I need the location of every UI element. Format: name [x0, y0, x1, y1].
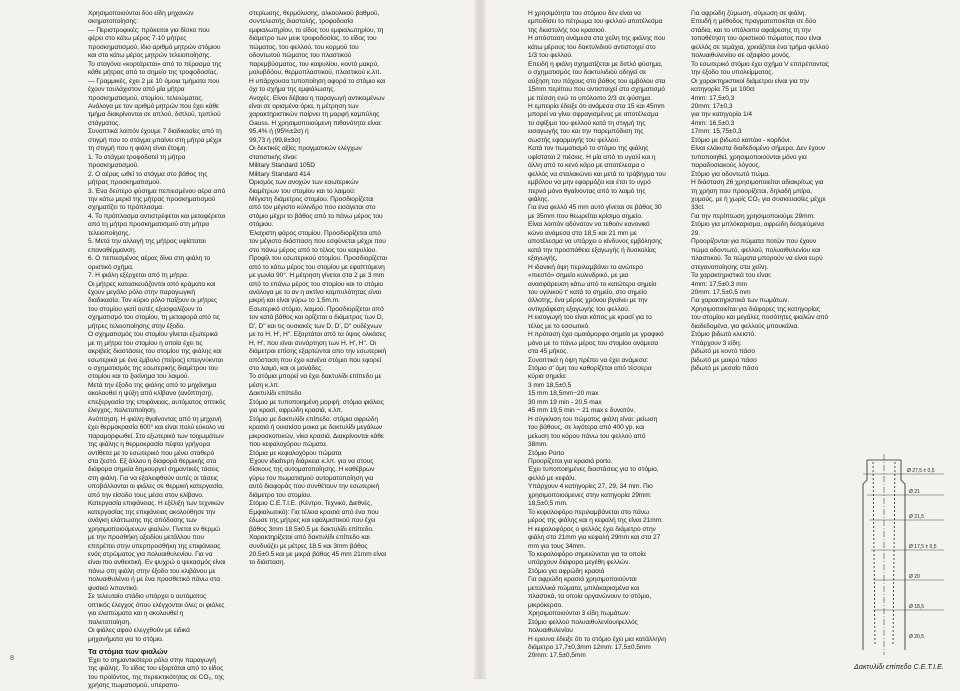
paragraph: Η ερευνα έδειξε ότι το στόμιο έχει μια κατάλληλη διάμετρο 17,7±0,3mm 12mm: 17,5±0,5mm 20mm: 17,5±0,5mm	[528, 635, 666, 660]
paragraph: Χρησιμοποιούνται 3 είδη πωμάτων:	[528, 610, 630, 618]
left-page	[0, 0, 477, 690]
paragraph: Μέγιστη διάμετρος στομίου. Προσδιορίζεται από τον μέγιστο κύλινδρο που εισάγεται στο στόμιο μέχρι το βάθος από το πάνω μέρος του στόμιου.	[249, 195, 383, 229]
paragraph: Το στόμια μπορεί να έχει δακτυλίδι επίπεδο με μέση κ.λπ.	[249, 373, 382, 389]
paragraph: Στόμιο για οδοντωτό πώμα.	[691, 170, 770, 178]
paragraph: Στόμιο για αφρώδη κρασιά	[528, 567, 605, 575]
paragraph: Military Standard 105D	[249, 162, 315, 170]
paragraph: 3. Ένα δεύτερο φύσημα πεπιεσμένου αέρα από την κάτω μεριά της μήτρας προσκηματισμού σχηματίζει το πρόπλασμα.	[88, 187, 226, 212]
paragraph: Έλαχιστη φάρος στομίου. Προσδιορίζεται από τον μέγιστο διάσπαση που εσφύνεται μέχρι που στο πάνω μέρος από το τέλος του καψυλίου.	[249, 229, 386, 254]
figure-label-2: Ø 21	[909, 489, 920, 495]
paragraph: 99,73 ή (99,8±3σ)	[249, 136, 301, 144]
paragraph: 30 mm 19 min - 20,5 max	[528, 398, 602, 406]
paragraph: Συνοπτικά λοιπόν έχουμε 7 διαδικασίες από τη στιγμή που το στάγμα μπαίνει στη μήτρα μέχρι τη στιγμή που η φιάλη είναι έτοιμη.	[88, 128, 222, 153]
figure-label-5: Ø 20	[909, 574, 920, 580]
paragraph: Στόμιο με τυποποιημένη μορφή: στόμια φιάλεις για κρασί, αφρώδη κρασιά, κ.λπ.	[249, 398, 384, 415]
paragraph: Χαρακτηρίζεται από δακτυλίδι επίπεδο και συνδυάζει με μέτρες 18.5 και 3mm βάθος 20.5±0.5 και με μικρά βάθος 45 mm 21mm είναι το διάσταση.	[249, 534, 387, 567]
paragraph: Για χαρακτηριστικά των πωμάτων.	[691, 297, 790, 305]
paragraph: Υπάρχουν 3 είδη:	[691, 339, 742, 347]
paragraph: Στόμιο C.E.T.I.E. (Κέντρο, Τεχνικό, Διεθνές, Εμφιαλωτικό): Για τέλεια κρασιά από ένα που έδωσε της μήτρες και εφαλμιστικού που έχει βάθος 3mm 18.5±0.5 με δακτυλίδι επίπεδο.	[249, 500, 379, 533]
paragraph: Χρησιμοποιείται για διάφορες της κατηγορίας του στομίου και μεγάλες ποσότητες φιαλών από διαδεδομένα, για φελλούς μπουκάλια.	[691, 305, 829, 330]
figure-caption: Δακτυλίδι επίπεδο C.E.T.I.E.	[854, 662, 944, 671]
figure-label-4: Ø 17,5 ± 0,5	[909, 544, 937, 550]
paragraph: Η υπάρχουσα τυποποίηση αφορά το στόμιο και όχι το σχήμα της εμφιάλωσης.	[249, 77, 386, 94]
paragraph: Η εισαγωγή του είναι κόπος με κρασί για το τέλος με το εσσωτικό.	[528, 314, 652, 330]
paragraph: Είναι ελάκιστα διαδεδομένο σήμερα. Δεν έχουν τυποποιηθεί, χρησιμοποιούνται μόνο για παραδοσιακούς λόγους.	[691, 145, 826, 170]
paragraph: Στόμιο με δακτυλίδι επίπεδο: στόμια αφρώδη κρασιά ή ουισκίσο μοικα με δακτυλίδι μεγάλων μικροσκοπικών, νίκα κρασιά. Διακρίνονται κάθε που κεφαλοχόρου πώματα.	[249, 415, 384, 449]
paragraph: Η διάσταση 26 χρησιμοποιείται αδιακρίτως για τη χρήση που προορίζεται, δηλαδή μπίρα, χυμούς, με ή χωρίς CO₂ για συσκευασίες μέχρι 33cl.	[691, 179, 826, 212]
paragraph: για την κατηγορία 1/4	[691, 111, 753, 119]
paragraph: Η εμπειρία έδειξε ότι ανάμεσα στα 15 και 45mm μπορεί να γίνει σφραγισμένος με αποτέλεσμα το σφίξιμο του φελλού κατά τη στιγμή της εισαγωγής του και την παρεμπόδιση της σωστής εφαρμογής του φελλού.	[528, 102, 665, 144]
paragraph: Για αφρώδη ζύμωση, σύμωση σε φιάλη.	[691, 10, 807, 17]
left-column-1	[88, 10, 226, 690]
paragraph: 4mm: 16,5±0,3	[691, 119, 735, 127]
paragraph: 17mm: 15,75±0,3	[691, 128, 742, 136]
paragraph: Προορίζονται για πώματα ποτών που έχουν πώμα οδοντωτό, φελλού, πολυαιθυλενίου και πλαστικού. Τα πώματα μπορούν να είναι ευρύ στεγανοποίησης στα χείλη.	[691, 238, 823, 271]
paragraph: 1. Το στάγμα τροφοδοτεί τη μήτρα προσκηματισμού.	[88, 153, 186, 170]
paragraph: Το κεφαλοφόρο σημειώνεται για τα οποία υπάρχουν διάφορα μεγέθη φελλών.	[528, 551, 646, 567]
paragraph: Για την περίπτωση χρησιμοποιούμε 29mm.	[691, 212, 815, 220]
paragraph: Έχει τυποποιημένες διαστάσεις για το στόμιο, φελλό με κεφάλι.	[528, 466, 659, 482]
paragraph: βιδωτό με κοντό πάσο	[691, 348, 755, 356]
paragraph: Στόμιο βιδωτό κλειστό.	[691, 331, 756, 339]
paragraph: Το κεφαλοφόρο περιλαμβάνεται στο πάνω μέρος της φιάλης και η κεφαλή της είναι 21mm. Η κεφαλοφόρος ο φελλός έχει διάμετρο στην φιάλη στα 21mm για κεφαλή 29mm και στα 27 mm για τους 34mm.	[528, 508, 663, 550]
paragraph: 4. Το πρόπλασμα αντιστρέφεται και μεταφέρεται από τη μήτρα προσκηματισμού στη μήτρα τελειοποίησης.	[88, 212, 226, 237]
paragraph: Οι φιάλες αφού ελεγχθούν με ειδικά μηχανήματα για το στόμιο.	[88, 627, 190, 643]
paragraph: Οι μήτρες κατασκευάζονται από κράματα και έχουν μεγάλο ρόλο στην παραγωγική διαδικασία. Τον κύριο ρόλο παίζουν οι μήτρες του στομίου γιατί αυτές εξασφαλίζουν το σχηματισμό του στομίου, τη μεταφορά από τις μήτρες τελειοποίησης στην έξοδο.	[88, 280, 220, 330]
bottle-neck-drawing	[849, 450, 959, 660]
paragraph: Οι χαρακτηριστικοί διάμετροι είναι για την κατηγορία 75 με 100cl	[691, 77, 809, 94]
paragraph: — Περιστροφικές: πρόκειται για δίσκο που φέρει στο κάτω μέρος 7-10 μήτρες προσκηματισμού, ίδιο αριθμό μητρών στόμιου και στο κάτω μέρος μητρών τελειοποίησης.	[88, 26, 221, 60]
paragraph: Στόμιο σ' όμη του καθορίζεται από τέσσερα κύρια σημεία:	[528, 365, 652, 381]
figure-label-7: Ø 20,5	[909, 634, 925, 640]
paragraph: Όρισμός των ανοχών των εσωτερικών διαμέτρων του στομίου και το λαιμού:	[249, 179, 359, 195]
paragraph: Στόμια με κεφαλοχόρου πώματα	[249, 449, 342, 457]
figure-label-3: Ø 21,5	[909, 514, 925, 520]
paragraph: Έχουν ιδιαίτερη διάρκεια κ.λπ. για να στους δίσκους της αυτοματοποίησης. Η καθέβρων γύρω του πωματισμού αυτοματοποίηση για αυτό διαφοράς που συνθέτουν την εσωτερική διάμετρο του στομίου.	[249, 458, 380, 499]
paragraph: Military Standard 414	[249, 170, 311, 178]
paragraph: Επειδή η μέθοδος πραγματοποιείται σε δύο στάδια, και το υπόλοιπο αφαίρεσης τη την τοποθέτηση του οριστικού πώματος που είναι φελλός σε τεμάχια, χρειάζεται ένα τμήμα φελλού πολυαιθυλενίου σε οξαφίσο μονός.	[691, 18, 829, 60]
paragraph: Κατά τον πωματισμό το στόμιο της φιάλης υφίσταται 2 πιέσεις. Η μία από το υγαλί και η άλλη από το κενό κάρο με αποτέλεσμα ο φελλός να σταλακώνει και μετά το τράβηγμα του εμβόλου να μην εφαρμόζει και έτσι το υγρό περνά μόνο θγαίνοντας από το λαιμό της φιάλης.	[528, 145, 666, 203]
paragraph: Η σύγκλιση του πώματος φιάλη είναι: μείωση του βάθους, σε λιγότερα από 400 yp. και μείωση του κόρου πάνω του φελλού από 38mm.	[528, 415, 658, 449]
paragraph: 95,4% ή (95%±2σ) ή	[249, 128, 309, 136]
paragraph: 4mm: 17,5±0,3 mm	[691, 280, 747, 288]
paragraph: Για ένα φελλό 45 mm αυτό γίνεται σε βάθος 30 με 35mm που θεωρείται κρίσιμο σημείο.	[528, 204, 662, 220]
paragraph: Η ιδανική όψη περιλαμβάνει το ανώτερο «πιεστό» σημείο κυλινδρικό, με μια ανασφάρευση κάτω από το κατώτερο σημείο του υγιλικού τ' κατά το σημείο, στο σημείο άλλοτης, ένα μέρος χρόνου βγαίνει με την αντιγράφεση εξαγωγής του φελλού.	[528, 263, 657, 313]
paragraph: 2. Ο αέρας ωθεί το στάγμα στο βάθος της μήτρας προσκηματισμού.	[88, 170, 208, 187]
paragraph: Στόμιο με βιδωτό καπάκι - κορδόνι.	[691, 136, 792, 144]
figure-label-1: Ø 27,5 ± 0,5	[907, 468, 935, 474]
paragraph: Συνοπτικά η όψη πρέπει να έχει ανάμεσα:	[528, 356, 649, 364]
paragraph: Στόμιο Porto	[528, 449, 564, 457]
paragraph: Ο σχηματισμός του στομίου γίνεται εξωτερικά με τη μήτρα του στομίου η οποία έχει τις ακριβείς διαστάσεις του στομίου της φιάλης και εσωτερικά με ένα έμβολο (πείρος) επειγνύκνται ο σχηματισμός της εσωτερικής διαμέτρου του στομίου και το ξεκίνημα του λαιμού.	[88, 331, 223, 381]
paragraph: — Γραμμικές, έχει 2 με 10 όμοια τμήματα που έχουν τουλάχιστον από μία μήτρα προσκηματισμού, στομίου, τελειώματος. Ανάλογα με τον αριθμό μητρών που έχει κάθε τμήμα διακρίνονται σε απλού, διπλού, τριπλού στάγματος.	[88, 77, 221, 127]
bottle-neck-figure	[849, 450, 959, 660]
paragraph: Έχει το σημαντικότερο ρόλο στην παραγωγή της φιάλης. Το είδος του εξαρτάται από το είδος του προϊόντος, της περιεκτικότητας σε CO₂, της χρήσης πωματισμού, υπεραπο-	[88, 656, 224, 690]
paragraph: Εσωτερικό στόμιο, λαιμού. Προσδιορίζεται από τον κατά βάθος και ορίζεται ο διάμετρος των D, D', D'' και τις ουσιακές των D, D', D'' ουδέχνων με το H, H', H''. Εξαρτάται από τα ύψος ολκάσες H, H', που είναι συνάρτηση των H, H', H''. Οι διάμετροι επίσης εξαρτώνται απο την εσωτερική απόσταση που έχει κανένα στόμιο που εφορεί στο λαιμό, και οι μονάδες.	[249, 305, 387, 373]
paragraph: Σε τελευταίο στάδιο υπάρχει ο αυτόματος οπτικός έλεγχος όπου ελέγχονται όλες οι φιάλες για ελαττώματα και η ακολουθεί η παλετοποίηση.	[88, 593, 225, 626]
paragraph: Το σταγόνα «κορτάρεται» από το πέρασμα της κάθε μήτρας από το σημείο της τροφοδοσίας.	[88, 60, 222, 77]
paragraph: 7. Η φιάλη εξέρχεται από τη μήτρα.	[88, 272, 189, 280]
paragraph: Επειδή η φιάλη σχηματίζεται με διπλό φύσημα, ο σχηματισμός του δακτυλιδιού οδηγεί σε αύξηση του πάχους στο βάθος του εμβόλου στα 15mm περίπου που αντιστοιχεί στο σχηματισμό με πέσση ενώ το υπόλοιπο 2/3 σε φύσημα.	[528, 60, 666, 102]
paragraph: 15 mm 18,5mm−20 max	[528, 390, 599, 398]
paragraph: στερίωσης, θερμόλυσης, αλκοολικού βαθμού, συντελεστής διαστολής, τροφοδοσία εμφιαλωτηρίου, το είδος του εμφιαλωτηρίου, τη διάμετρο των μεικ τροφοδοσίας, το είδος του πώματος, του φελλού, του κορμού του οδοντωτού πώματος του πλαστικού παρεμβύσματος, του καψυλίου, κοντό μακρύ, μολυβδόου, θερμοπλαστικού, πλαστικού κ.λπ.	[249, 10, 384, 77]
paragraph: 4mm: 17,5±0,3	[691, 94, 735, 102]
paragraph: Μετά την έξοδο της φιάλης από το μηχάνημα ακολουθεί η ψύξη από κλίβανο (ανόπτηση), επεξεργασία της επιφάνειας, αυτόματος οπτικός έλεγχος, παλετοποίηση.	[88, 381, 226, 415]
section-heading: Τα στόμια των φιαλών	[88, 646, 168, 656]
right-column-1	[528, 10, 666, 660]
page-marker: 8	[10, 655, 14, 662]
paragraph: 45 mm 19,5 min − 21 max ε δυνατόν.	[528, 407, 636, 415]
right-column-2	[691, 10, 829, 650]
paragraph: Προορίζεται για κρασιά porto.	[528, 458, 613, 466]
paragraph: Οι δεκτικές αξίες πραγματικών ελέγχων στατιστικής είναι:	[249, 145, 362, 161]
figure-label-6: Ø 18,5	[909, 604, 925, 610]
paragraph: βιδωτό με μεσαίο πάσο	[691, 365, 759, 373]
paragraph: 3 mm 18,5±0,5	[528, 381, 572, 389]
paragraph: Ανοχές. Είναι δέβαια η παραγωγή αντικειμένων είναι σε ορισμένα όρια, η μέτρηση των χαρακτηριστικών παίρνει τη μορφή καμπύλης Gauss. Η χρησιμοποιούμενη πιθανότητα είναι:	[249, 94, 385, 127]
paragraph: Στόμιο για μπλόκαρισμα, αφρώδη δεσμεύμενα 29.	[691, 221, 824, 237]
left-column-2	[249, 10, 387, 660]
paragraph: Τα χαρακτηριστικά του είναι:	[691, 272, 772, 280]
paragraph: βιδωτό με μακρύ πάσο	[691, 356, 757, 364]
paragraph: Η πρόταση έχει ομοιόμορφο σημείο με γραφικό μόνο με το πάνω μέρος του στομίου ανάμεσα στα 45 μήκος.	[528, 331, 664, 356]
paragraph: Η χρησιμότητα του στόμιου δεν είναι να εμποδίσει το πέτρωμα του φελλού αποτέλεσμα της διαστολής του κρασιού.	[528, 10, 663, 34]
right-page	[483, 0, 960, 679]
paragraph: Δακτυλίδι επίπεδο	[249, 390, 302, 398]
paragraph: 20mm: 17±0,3	[691, 102, 733, 110]
paragraph: Υπάρχουν 4 κατηγορίες 27, 29, 34 mm. Πιο χρησιμοποιούμενες στην κατηγορία 29mm: 18,5±0,5 mm.	[528, 483, 653, 508]
paragraph: Είναι λοιπόν αδύνατον να τεθούν κανονικό κώνο ανάμεσα στα 18,5 και 21 mm με αποτέλεσμα να υπάρχει ο κίνδυνος εμβόλησης κατά την προσπάθεια εξαγωγής ή δυσκολίας εξαγωγής.	[528, 221, 663, 263]
paragraph: Χρησιμοποιούνται δύο είδη μηχανών σκηματοποίησης:	[88, 10, 194, 26]
paragraph: Για αφρώδη κρασιά χρησιμοποιούνται μεταλλικά πώματα, μπλόκαρισμένα και πλαστικά, τα οποία οργανώνουν το στόμιο, μικρόκερσο.	[528, 576, 652, 609]
paragraph: Το εσωτερικό στόμιο έχει σχήμα V επιτρέποντας την έξοδο του υπολείμματος.	[691, 60, 829, 77]
paragraph: Κατεργασία επιφάνειας. Η εξέλιξη των τεχνικών κατεργασίας της επιφάνειας ακολούθησε την ανάγκη ελάττωσης της απόδοσης των χρησιμοποιούμενων φιαλών. Γίνεται εν θερμώ με την προσθήκη οξειδίου μετάλλου που επιτρέπει στην υπερπροσθήκη της επιφάνειας ενός στρώματος για πολυαιθυλενίου. Για να είναι πιο ανθεκτική. Εν ψυχρώ ο ψεκασμός είναι πάνω στη φιάλη στην έξοδο του κλιβάνου με πολυαιθυλένιο ή με ένα προσθετικό πάνω στα φυσικό λιπαντικό.	[88, 500, 226, 592]
paragraph: 5. Μετά την αλλαγή της μήτρας υφίσταται επαναθέρμανση.	[88, 238, 206, 254]
paragraph: Ανόπτηση. Η φιάλη θγαίνοντας από τη μηχανή έχει θερμοκρασία 600° και είναι πολύ εύκολο να παραμορφωθεί. Στο εξωτερικό των τοιχωμάτων της φιάλης η θερμοκρασία πέφτει γρήγορα αντίθετα με το εσωτερικό που μένει σταθερό στα ζεστό. Εξ άλλου η διαφορά θερμικής στα διάφορα σημεία δημιουργεί σημαντικές τάσεις στη φιάλη. Για να εξαλειφθούν αυτές οι τάσεις υποβάλλονται οι φιάλες σε θερμική κατεργασία, από την είσοδο τους μέσα στον κλίβανο.	[88, 415, 225, 499]
paragraph: 20mm: 17,5±0,5 mm	[691, 288, 751, 296]
paragraph: Προφίλ του εσωτερικού στομίου. Προσδιορίζεται από το κάτω μέρος του στομίου με εφαπτόμενη με γωνία 90°. Η μέτρηση γίνεται στα 2 με 3 mm από το επάνω μέρος του στομίου και το στόμιο ανάλογα με το αν η ακτίνα καμπυλότητας είναι μικρή και είναι γύρω το 1,5m.m.	[249, 255, 387, 305]
paragraph: 6. Ο πεπιεσμένος αέρας δίνει στη φιάλη το οριστικό σχήμα.	[88, 255, 211, 271]
paragraph: Στόμιο φελλού πολυαιθυλενίου/φελλός πολυαιθυλενίου	[528, 618, 638, 635]
paragraph: Η απόσταση ανάμεσα στα χείλη της φιάλης που κάτω μέρους του δακτυλιδιού αντιστοιχεί στο 1/3 του φελλού.	[528, 35, 666, 60]
